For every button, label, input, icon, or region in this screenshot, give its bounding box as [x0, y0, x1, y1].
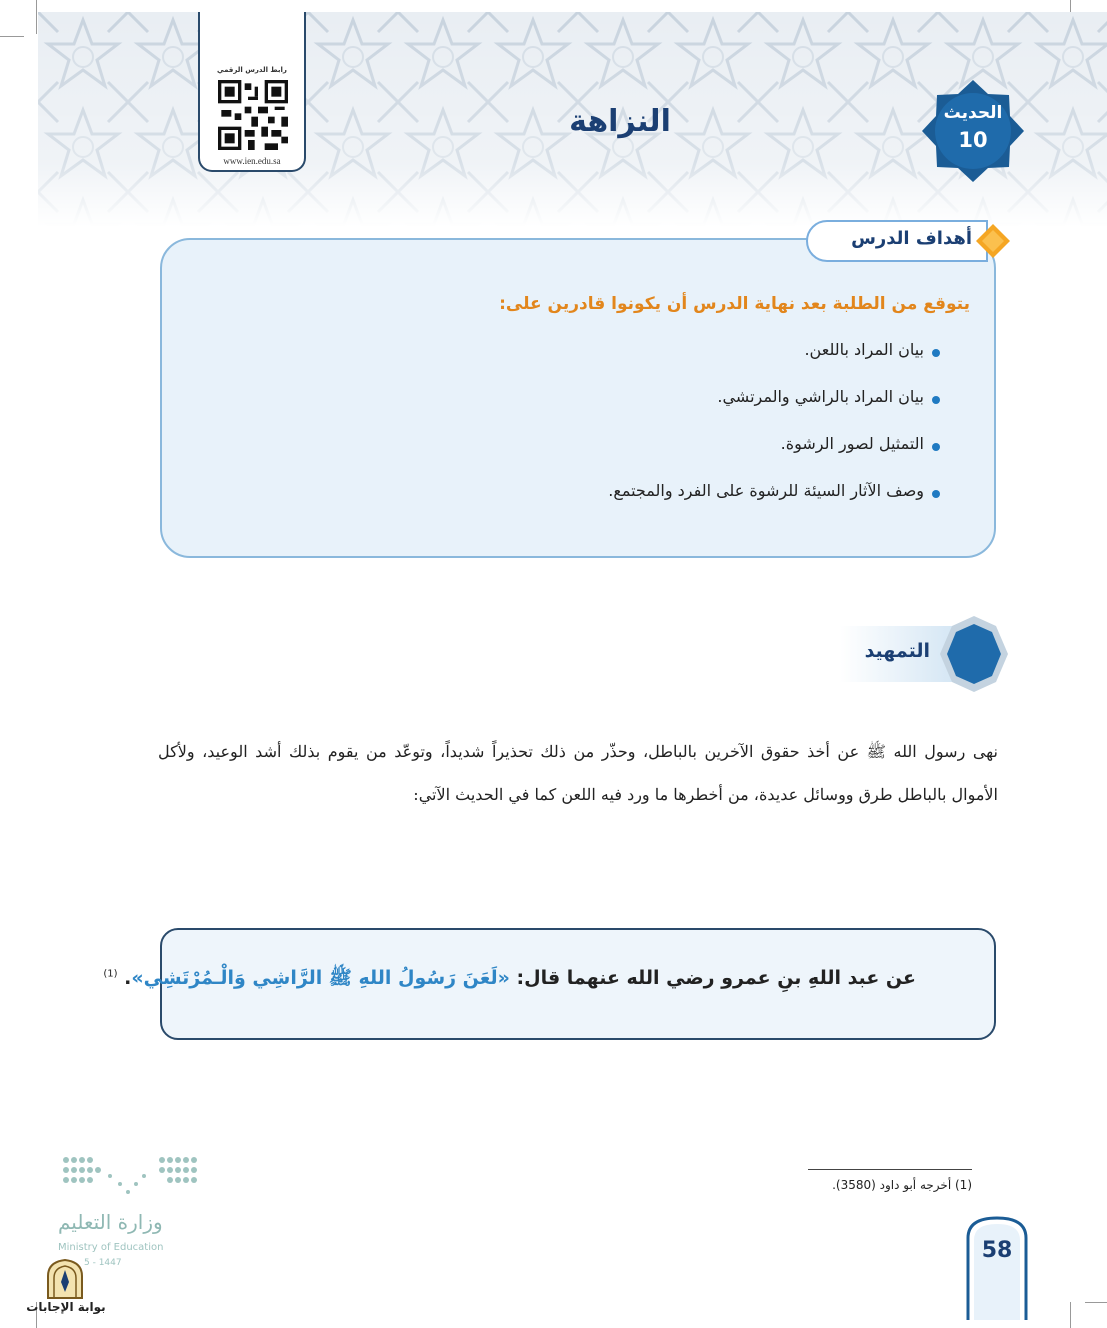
octagon-badge-icon	[940, 616, 1008, 692]
ministry-logo-icon	[62, 1154, 198, 1198]
diamond-icon	[976, 224, 1010, 258]
qr-caption: رابط الدرس الرقمي	[217, 66, 287, 74]
ministry-name-english: Ministry of Education	[58, 1242, 164, 1253]
qr-code-card[interactable]	[198, 12, 306, 172]
lesson-goals-list	[190, 340, 940, 528]
hadith-narration: عن عبد اللهِ بنِ عمرو رضي الله عنهما قال:	[509, 967, 916, 989]
qr-url[interactable]: www.ien.edu.sa	[223, 156, 281, 166]
hadith-label: الحديث	[943, 103, 1003, 123]
crop-mark	[1085, 1302, 1107, 1303]
goal-item: وصف الآثار السيئة للرشوة على الفرد والمجتمع.	[190, 481, 940, 528]
hadith-end: .	[117, 967, 132, 989]
goal-item: التمثيل لصور الرشوة.	[190, 434, 940, 481]
ministry-year: 5 - 1447	[84, 1258, 122, 1268]
portal-name[interactable]: بوابة الإجابات	[26, 1300, 106, 1314]
portal-logo-icon	[44, 1258, 86, 1300]
qr-code-icon	[218, 80, 288, 150]
crop-mark	[36, 0, 37, 34]
hadith-number: 10	[958, 128, 988, 152]
lesson-title: النزاهة	[569, 104, 671, 139]
lesson-goals-intro: يتوقع من الطلبة بعد نهاية الدرس أن يكونوا قادرين على:	[499, 294, 970, 314]
intro-paragraph: نهى رسول الله ﷺ عن أخذ حقوق الآخرين بالباطل، وحذّر من ذلك تحذيراً شديداً، وتوعّد من يقوم بذلك أشد الوعيد، ولأكل الأموال بالباطل طرق ووسائل عديدة، من أخطرها ما ورد فيه اللعن كما في الحديث الآتي:	[158, 742, 998, 804]
crop-mark	[0, 36, 24, 37]
ministry-name-arabic: وزارة التعليم	[58, 1210, 163, 1234]
page-number-tab	[966, 1216, 1028, 1320]
intro-heading: التمهيد	[864, 640, 930, 662]
lesson-goals-heading: أهداف الدرس	[851, 228, 972, 249]
goal-item: بيان المراد باللعن.	[190, 340, 940, 387]
hadith-quote: «لَعَنَ رَسُولُ اللهِ ﷺ الرَّاشِي وَالْـمُرْتَشِي»	[131, 967, 510, 989]
page-number: 58	[981, 1238, 1013, 1263]
footnote-text: (1) أخرجه أبو داود (3580).	[832, 1178, 972, 1192]
goal-item: بيان المراد بالراشي والمرتشي.	[190, 387, 940, 434]
hadith-text	[103, 966, 916, 994]
footnote-marker: (1)	[103, 968, 118, 980]
crop-mark	[1070, 1302, 1071, 1328]
footnote-divider	[808, 1169, 972, 1170]
